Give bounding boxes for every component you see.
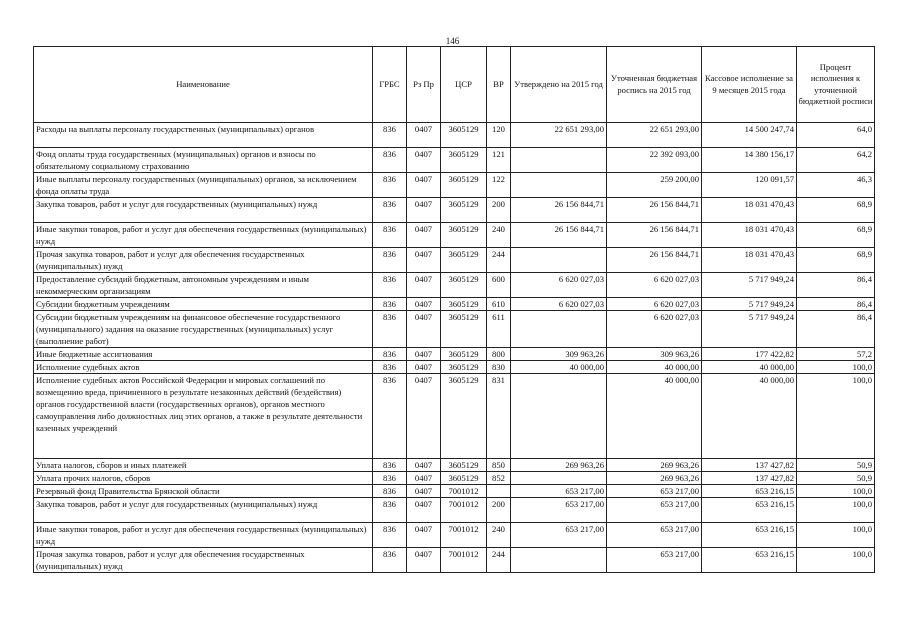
cell-grbs: 836 <box>373 173 407 198</box>
table-row <box>34 223 875 248</box>
col-header-grbs: ГРБС <box>373 47 407 123</box>
cell-rzpr: 0407 <box>407 248 441 273</box>
cell-csr: 3605129 <box>441 198 487 223</box>
cell-approved: 269 963,26 <box>511 459 607 472</box>
cell-percent: 100,0 <box>797 361 875 374</box>
cell-cash: 653 216,15 <box>702 498 797 523</box>
cell-vr: 611 <box>487 311 511 348</box>
cell-refined: 40 000,00 <box>607 361 702 374</box>
cell-csr: 3605129 <box>441 374 487 459</box>
cell-percent: 64,2 <box>797 148 875 173</box>
cell-grbs: 836 <box>373 361 407 374</box>
cell-cash: 177 422,82 <box>702 348 797 361</box>
table-row <box>34 123 875 148</box>
cell-refined: 40 000,00 <box>607 374 702 459</box>
cell-grbs: 836 <box>373 548 407 573</box>
cell-refined: 6 620 027,03 <box>607 311 702 348</box>
cell-approved: 26 156 844,71 <box>511 223 607 248</box>
table-row <box>34 248 875 273</box>
cell-cash: 137 427,82 <box>702 459 797 472</box>
cell-rzpr: 0407 <box>407 148 441 173</box>
table-row <box>34 374 875 459</box>
cell-grbs: 836 <box>373 223 407 248</box>
cell-cash: 40 000,00 <box>702 374 797 459</box>
cell-cash: 14 380 156,17 <box>702 148 797 173</box>
cell-rzpr: 0407 <box>407 298 441 311</box>
cell-approved <box>511 374 607 459</box>
col-header-csr: ЦСР <box>441 47 487 123</box>
cell-percent: 68,9 <box>797 248 875 273</box>
cell-percent: 86,4 <box>797 298 875 311</box>
cell-vr: 610 <box>487 298 511 311</box>
cell-cash: 653 216,15 <box>702 548 797 573</box>
table-row <box>34 348 875 361</box>
cell-grbs: 836 <box>373 498 407 523</box>
cell-grbs: 836 <box>373 459 407 472</box>
cell-csr: 3605129 <box>441 311 487 348</box>
cell-name: Исполнение судебных актов <box>34 361 373 374</box>
cell-name: Прочая закупка товаров, работ и услуг для обеспечения государственных (муниципальных) нужд <box>34 548 373 573</box>
cell-grbs: 836 <box>373 472 407 485</box>
cell-refined: 269 963,26 <box>607 459 702 472</box>
col-header-rzpr: Рз Пр <box>407 47 441 123</box>
cell-cash: 18 031 470,43 <box>702 198 797 223</box>
cell-percent: 100,0 <box>797 498 875 523</box>
cell-approved <box>511 548 607 573</box>
header-row <box>34 47 875 123</box>
cell-vr: 200 <box>487 198 511 223</box>
cell-refined: 26 156 844,71 <box>607 223 702 248</box>
cell-name: Прочая закупка товаров, работ и услуг для обеспечения государственных (муниципальных) нужд <box>34 248 373 273</box>
cell-refined: 653 217,00 <box>607 548 702 573</box>
cell-csr: 7001012 <box>441 485 487 498</box>
cell-approved <box>511 472 607 485</box>
cell-name: Субсидии бюджетным учреждениям на финансовое обеспечение государственного (муниципального) задания на оказание государственных (муниципальных) услуг (выполнение работ) <box>34 311 373 348</box>
cell-csr: 3605129 <box>441 361 487 374</box>
cell-vr: 600 <box>487 273 511 298</box>
cell-approved <box>511 148 607 173</box>
cell-grbs: 836 <box>373 298 407 311</box>
table-row <box>34 148 875 173</box>
cell-rzpr: 0407 <box>407 311 441 348</box>
cell-csr: 3605129 <box>441 223 487 248</box>
cell-refined: 259 200,00 <box>607 173 702 198</box>
col-header-approved: Утверждено на 2015 год <box>511 47 607 123</box>
cell-percent: 50,9 <box>797 472 875 485</box>
cell-cash: 18 031 470,43 <box>702 223 797 248</box>
cell-rzpr: 0407 <box>407 123 441 148</box>
cell-csr: 3605129 <box>441 348 487 361</box>
table-row <box>34 311 875 348</box>
cell-refined: 653 217,00 <box>607 523 702 548</box>
cell-name: Фонд оплаты труда государственных (муниципальных) органов и взносы по обязательному социальному страхованию <box>34 148 373 173</box>
cell-approved <box>511 311 607 348</box>
cell-rzpr: 0407 <box>407 485 441 498</box>
cell-percent: 57,2 <box>797 348 875 361</box>
cell-refined: 26 156 844,71 <box>607 248 702 273</box>
cell-csr: 3605129 <box>441 148 487 173</box>
table-row <box>34 173 875 198</box>
cell-name: Уплата налогов, сборов и иных платежей <box>34 459 373 472</box>
cell-csr: 7001012 <box>441 523 487 548</box>
cell-csr: 3605129 <box>441 248 487 273</box>
cell-cash: 40 000,00 <box>702 361 797 374</box>
cell-vr: 831 <box>487 374 511 459</box>
cell-approved: 653 217,00 <box>511 485 607 498</box>
table-row <box>34 548 875 573</box>
cell-vr <box>487 485 511 498</box>
cell-vr: 120 <box>487 123 511 148</box>
cell-grbs: 836 <box>373 248 407 273</box>
cell-refined: 26 156 844,71 <box>607 198 702 223</box>
table-row <box>34 273 875 298</box>
cell-cash: 5 717 949,24 <box>702 273 797 298</box>
cell-name: Иные закупки товаров, работ и услуг для обеспечения государственных (муниципальных) нужд <box>34 523 373 548</box>
cell-name: Закупка товаров, работ и услуг для государственных (муниципальных) нужд <box>34 498 373 523</box>
cell-rzpr: 0407 <box>407 223 441 248</box>
cell-name: Исполнение судебных актов Российской Федерации и мировых соглашений по возмещению вреда, причиненного в результате незаконных действий (бездействия) органов государственной власти (государственных органов), органов местного самоуправления либо должностных лиц этих органов, а также в результате деятельности казенных учреждений <box>34 374 373 459</box>
cell-rzpr: 0407 <box>407 523 441 548</box>
cell-vr: 830 <box>487 361 511 374</box>
cell-rzpr: 0407 <box>407 374 441 459</box>
cell-approved: 6 620 027,03 <box>511 298 607 311</box>
cell-percent: 64,0 <box>797 123 875 148</box>
cell-csr: 3605129 <box>441 173 487 198</box>
cell-rzpr: 0407 <box>407 273 441 298</box>
cell-csr: 7001012 <box>441 548 487 573</box>
cell-approved: 26 156 844,71 <box>511 198 607 223</box>
cell-name: Иные выплаты персоналу государственных (муниципальных) органов, за исключением фонда оплаты труда <box>34 173 373 198</box>
cell-refined: 22 651 293,00 <box>607 123 702 148</box>
cell-cash: 137 427,82 <box>702 472 797 485</box>
table-row <box>34 523 875 548</box>
cell-name: Расходы на выплаты персоналу государственных (муниципальных) органов <box>34 123 373 148</box>
cell-refined: 269 963,26 <box>607 472 702 485</box>
cell-rzpr: 0407 <box>407 548 441 573</box>
col-header-cash: Кассовое исполнение за 9 месяцев 2015 года <box>702 47 797 123</box>
cell-grbs: 836 <box>373 348 407 361</box>
cell-refined: 6 620 027,03 <box>607 298 702 311</box>
cell-grbs: 836 <box>373 148 407 173</box>
cell-name: Предоставление субсидий бюджетным, автономным учреждениям и иным некоммерческим организациям <box>34 273 373 298</box>
cell-cash: 120 091,57 <box>702 173 797 198</box>
cell-grbs: 836 <box>373 273 407 298</box>
table-row <box>34 485 875 498</box>
col-header-vr: ВР <box>487 47 511 123</box>
cell-grbs: 836 <box>373 374 407 459</box>
cell-cash: 18 031 470,43 <box>702 248 797 273</box>
cell-refined: 653 217,00 <box>607 485 702 498</box>
cell-approved: 6 620 027,03 <box>511 273 607 298</box>
cell-refined: 653 217,00 <box>607 498 702 523</box>
cell-approved: 653 217,00 <box>511 498 607 523</box>
cell-rzpr: 0407 <box>407 498 441 523</box>
table-row <box>34 298 875 311</box>
cell-vr: 122 <box>487 173 511 198</box>
cell-approved <box>511 248 607 273</box>
cell-rzpr: 0407 <box>407 361 441 374</box>
cell-percent: 100,0 <box>797 485 875 498</box>
col-header-refined: Уточненная бюджетная роспись на 2015 год <box>607 47 702 123</box>
cell-vr: 244 <box>487 248 511 273</box>
table-row <box>34 472 875 485</box>
cell-percent: 100,0 <box>797 548 875 573</box>
cell-name: Закупка товаров, работ и услуг для государственных (муниципальных) нужд <box>34 198 373 223</box>
cell-approved: 40 000,00 <box>511 361 607 374</box>
cell-approved: 309 963,26 <box>511 348 607 361</box>
cell-grbs: 836 <box>373 311 407 348</box>
cell-grbs: 836 <box>373 485 407 498</box>
cell-vr: 800 <box>487 348 511 361</box>
cell-rzpr: 0407 <box>407 459 441 472</box>
cell-rzpr: 0407 <box>407 348 441 361</box>
cell-name: Резервный фонд Правительства Брянской области <box>34 485 373 498</box>
cell-cash: 5 717 949,24 <box>702 311 797 348</box>
cell-approved: 653 217,00 <box>511 523 607 548</box>
cell-csr: 7001012 <box>441 498 487 523</box>
cell-percent: 50,9 <box>797 459 875 472</box>
cell-percent: 68,9 <box>797 223 875 248</box>
cell-vr: 121 <box>487 148 511 173</box>
cell-approved: 22 651 293,00 <box>511 123 607 148</box>
cell-percent: 46,3 <box>797 173 875 198</box>
cell-refined: 22 392 093,00 <box>607 148 702 173</box>
cell-csr: 3605129 <box>441 472 487 485</box>
cell-approved <box>511 173 607 198</box>
cell-cash: 653 216,15 <box>702 523 797 548</box>
col-header-name: Наименование <box>34 47 373 123</box>
page-number: 146 <box>445 36 460 46</box>
cell-percent: 100,0 <box>797 374 875 459</box>
cell-name: Уплата прочих налогов, сборов <box>34 472 373 485</box>
table-row <box>34 459 875 472</box>
cell-refined: 6 620 027,03 <box>607 273 702 298</box>
cell-grbs: 836 <box>373 523 407 548</box>
cell-vr: 850 <box>487 459 511 472</box>
cell-percent: 100,0 <box>797 523 875 548</box>
table-row <box>34 498 875 523</box>
cell-percent: 86,4 <box>797 311 875 348</box>
cell-rzpr: 0407 <box>407 173 441 198</box>
cell-cash: 14 500 247,74 <box>702 123 797 148</box>
table-row <box>34 361 875 374</box>
cell-vr: 240 <box>487 223 511 248</box>
cell-grbs: 836 <box>373 198 407 223</box>
cell-refined: 309 963,26 <box>607 348 702 361</box>
cell-percent: 68,9 <box>797 198 875 223</box>
cell-csr: 3605129 <box>441 298 487 311</box>
cell-vr: 200 <box>487 498 511 523</box>
cell-name: Субсидии бюджетным учреждениям <box>34 298 373 311</box>
cell-csr: 3605129 <box>441 459 487 472</box>
col-header-percent: Процент исполнения к уточненной бюджетной росписи <box>797 47 875 123</box>
cell-cash: 653 216,15 <box>702 485 797 498</box>
cell-cash: 5 717 949,24 <box>702 298 797 311</box>
table-row <box>34 198 875 223</box>
cell-vr: 852 <box>487 472 511 485</box>
budget-table <box>33 46 875 573</box>
cell-rzpr: 0407 <box>407 198 441 223</box>
cell-grbs: 836 <box>373 123 407 148</box>
cell-csr: 3605129 <box>441 123 487 148</box>
cell-csr: 3605129 <box>441 273 487 298</box>
cell-name: Иные закупки товаров, работ и услуг для обеспечения государственных (муниципальных) нужд <box>34 223 373 248</box>
cell-percent: 86,4 <box>797 273 875 298</box>
cell-vr: 240 <box>487 523 511 548</box>
cell-rzpr: 0407 <box>407 472 441 485</box>
cell-vr: 244 <box>487 548 511 573</box>
cell-name: Иные бюджетные ассигнования <box>34 348 373 361</box>
